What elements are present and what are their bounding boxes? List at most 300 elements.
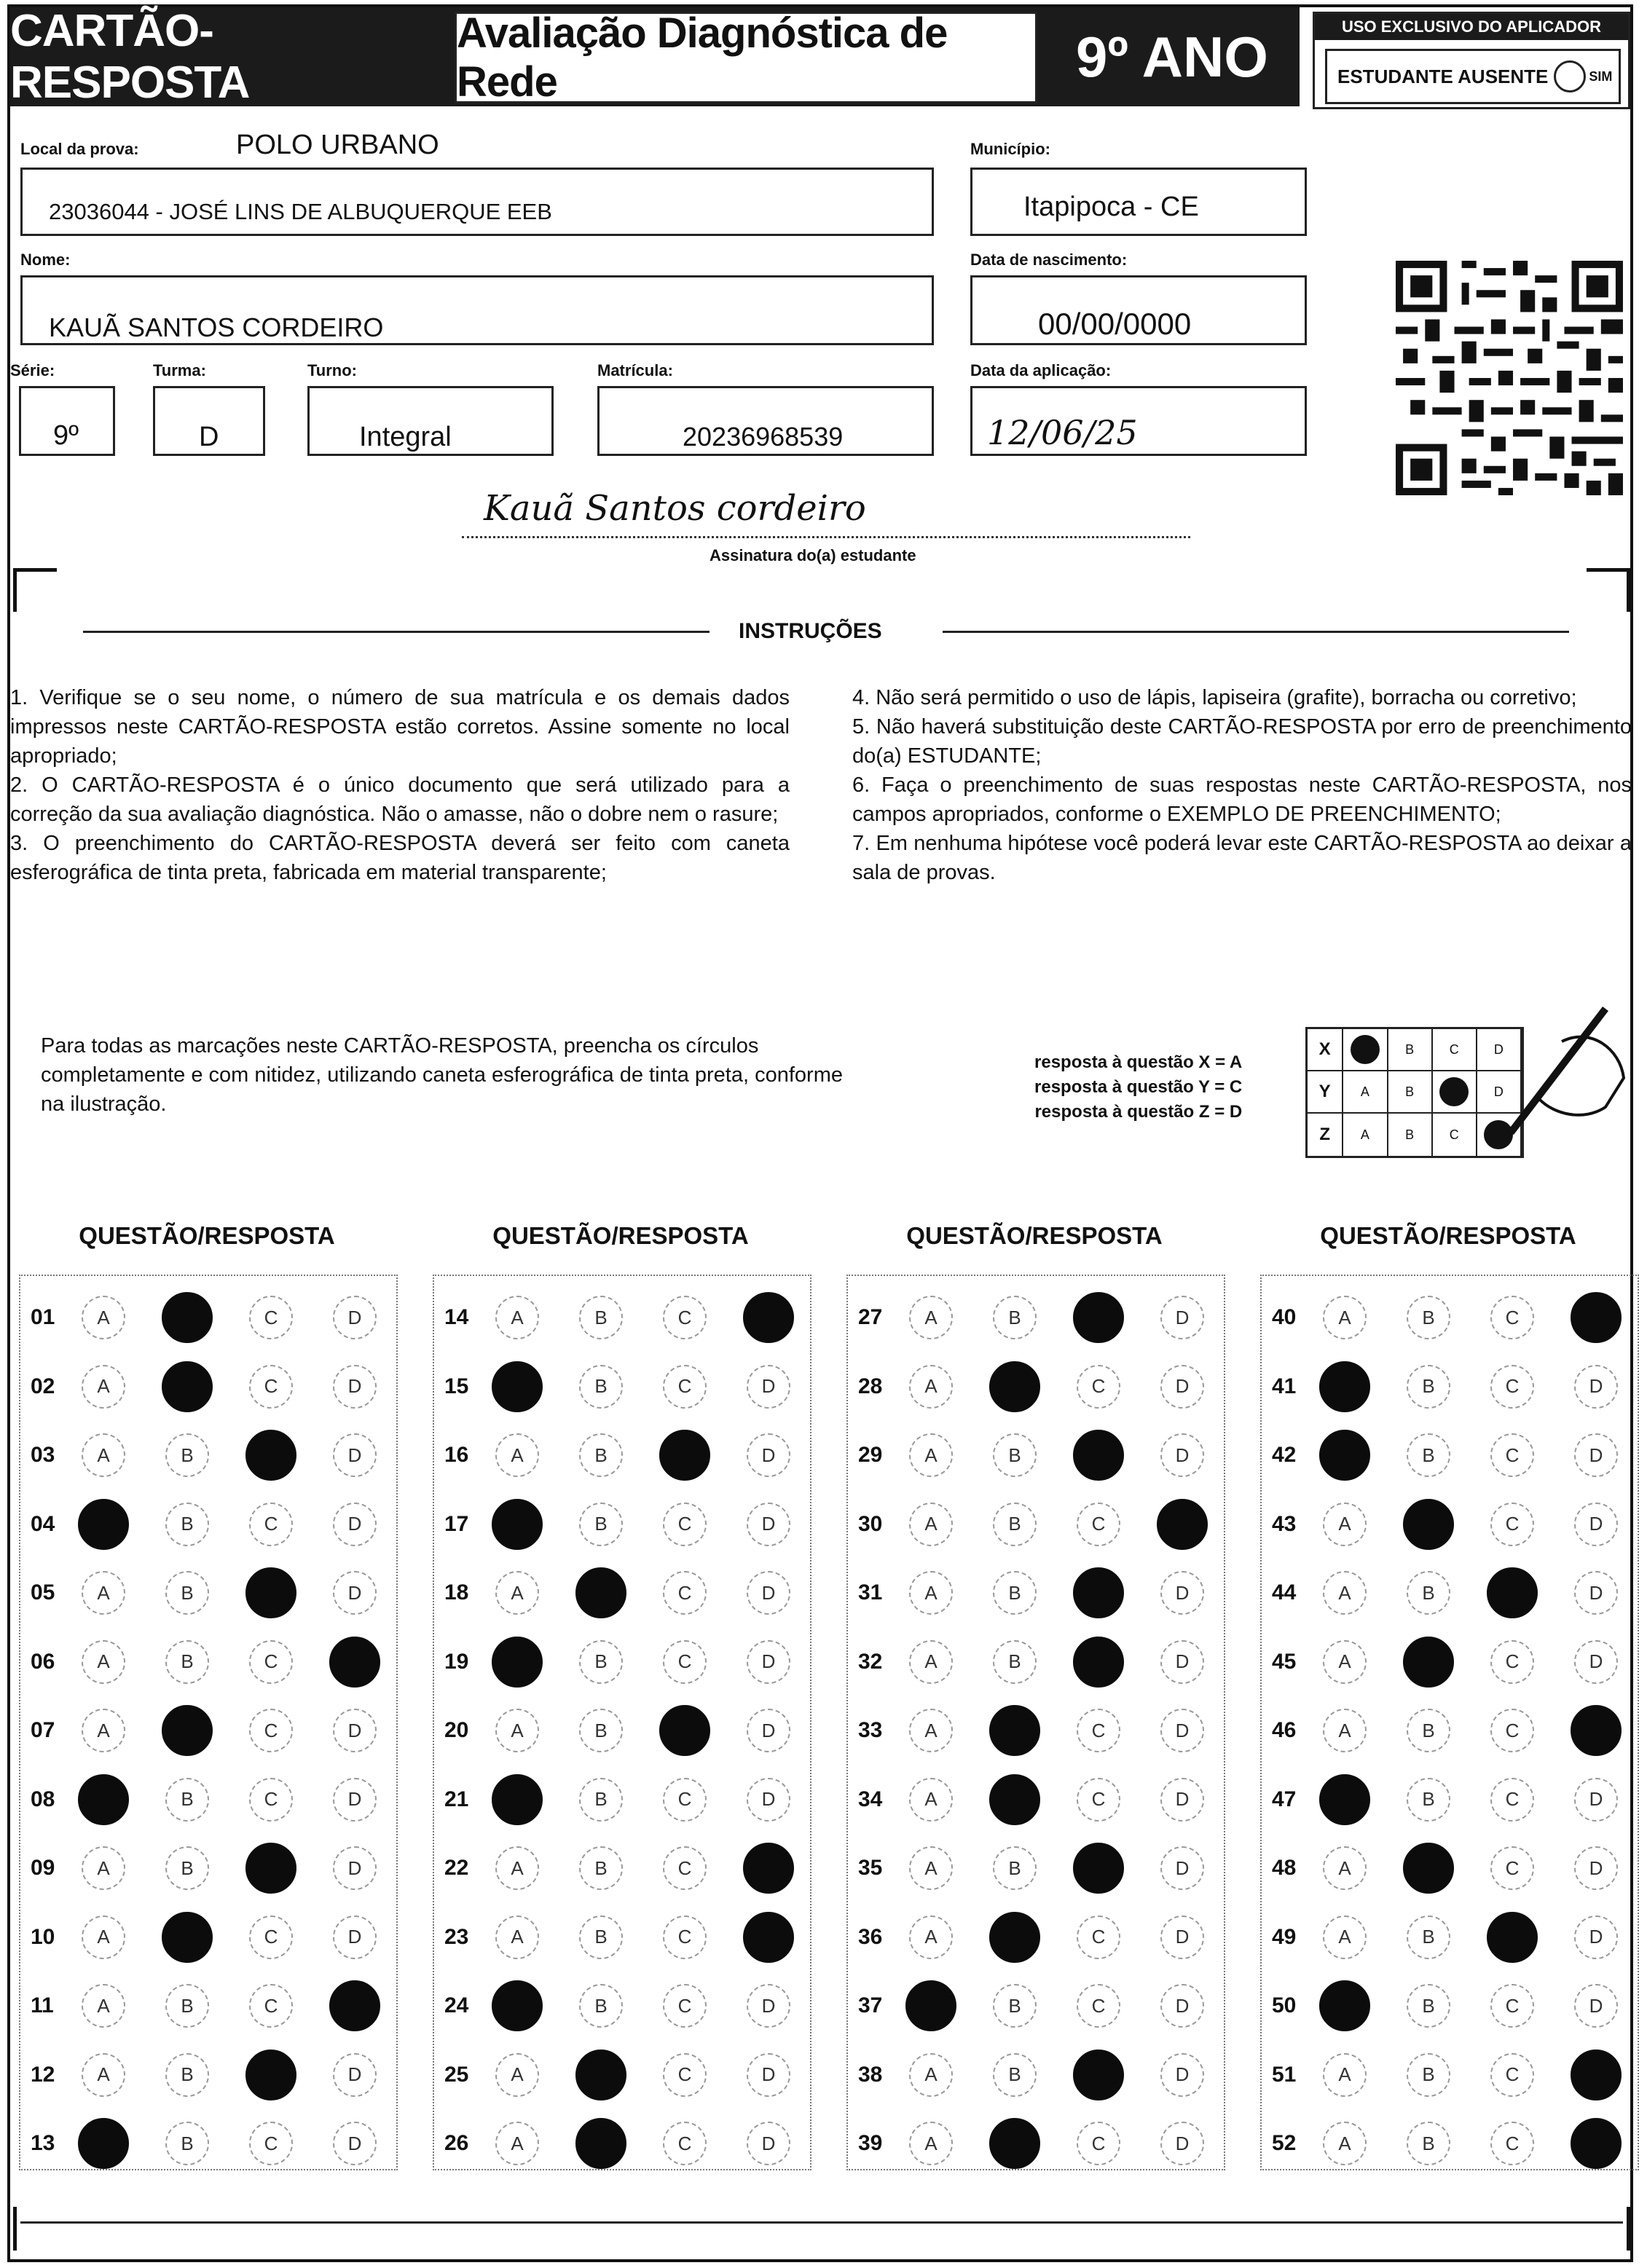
bubble-49-a[interactable]: A [1323,1915,1367,1959]
bubble-09-a[interactable]: A [82,1846,125,1890]
bubble-29-c[interactable] [1073,1430,1124,1481]
question-number: 07 [31,1718,55,1742]
question-row-07 [20,1698,417,1763]
bubble-34-c[interactable]: C [1077,1778,1120,1822]
bubble-45-c[interactable]: C [1490,1640,1534,1684]
bubble-04-b[interactable]: B [165,1503,209,1546]
bubble-32-a[interactable]: A [909,1640,953,1684]
bubble-44-a[interactable]: A [1323,1571,1367,1615]
bubble-10-b[interactable] [162,1912,213,1963]
bubble-21-c[interactable]: C [663,1778,707,1822]
bubble-23-b[interactable]: B [579,1915,623,1959]
bubble-51-a[interactable]: A [1323,2053,1367,2097]
bubble-14-c[interactable]: C [663,1296,707,1339]
fill-instructions: Para todas as marcações neste CARTÃO-RESPOSTA, preencha os círculos completamente e com nitidez, utilizando caneta esferográfica de tinta preta, conforme na ilustração. [41,1034,843,1116]
bubble-48-c[interactable]: C [1490,1846,1534,1890]
example-bubble: A [1343,1071,1388,1112]
bubble-12-b[interactable]: B [165,2053,209,2097]
bubble-05-d[interactable]: D [333,1571,377,1615]
bubble-39-b[interactable] [989,2118,1040,2169]
bubble-31-b[interactable]: B [993,1571,1037,1615]
question-number: 22 [444,1856,469,1880]
bubble-39-d[interactable]: D [1160,2122,1204,2165]
bubble-29-a[interactable]: A [909,1433,953,1477]
bubble-25-d[interactable]: D [747,2053,790,2097]
bubble-51-d[interactable] [1571,2050,1622,2100]
bubble-19-a[interactable] [492,1637,543,1688]
bubble-33-c[interactable]: C [1077,1709,1120,1752]
bubble-19-c[interactable]: C [663,1640,707,1684]
bubble-48-a[interactable]: A [1323,1846,1367,1890]
bubble-44-b[interactable]: B [1407,1571,1450,1615]
example-bubble: D [1477,1071,1522,1112]
bubble-08-d[interactable]: D [333,1778,377,1822]
bubble-46-d[interactable] [1571,1705,1622,1756]
bubble-42-b[interactable]: B [1407,1433,1450,1477]
turno-field [307,386,554,456]
bubble-37-d[interactable]: D [1160,1984,1204,2028]
bubble-02-c[interactable]: C [249,1365,293,1409]
absent-bubble[interactable] [1554,60,1586,92]
bubble-29-b[interactable]: B [993,1433,1037,1477]
question-number: 12 [31,2062,55,2087]
bubble-31-d[interactable]: D [1160,1571,1204,1615]
bubble-15-c[interactable]: C [663,1365,707,1409]
bubble-05-b[interactable]: B [165,1571,209,1615]
bubble-46-b[interactable]: B [1407,1709,1450,1752]
bubble-18-c[interactable]: C [663,1571,707,1615]
question-number: 04 [31,1511,55,1536]
question-row-19 [434,1629,830,1695]
corner-bottom-right [1587,2207,1630,2251]
bubble-19-d[interactable]: D [747,1640,790,1684]
local-value: POLO URBANO [236,130,439,160]
question-row-01 [20,1285,417,1350]
bubble-11-d[interactable] [329,1980,380,2031]
turma-value: D [199,422,219,452]
question-row-47 [1262,1767,1639,1832]
bubble-36-d[interactable]: D [1160,1915,1204,1959]
bubble-40-d[interactable] [1571,1292,1622,1343]
bubble-01-c[interactable]: C [249,1296,293,1339]
bubble-04-d[interactable]: D [333,1503,377,1546]
bubble-46-c[interactable]: C [1490,1709,1534,1752]
question-row-41 [1262,1354,1639,1420]
question-number: 48 [1272,1856,1297,1880]
question-number: 02 [31,1374,55,1398]
bubble-11-b[interactable]: B [165,1984,209,2028]
answer-column [1260,1275,1639,2170]
question-row-44 [1262,1560,1639,1626]
question-row-27 [848,1285,1244,1350]
bubble-37-a[interactable] [905,1980,956,2031]
question-number: 19 [444,1649,469,1674]
bubble-36-c[interactable]: C [1077,1915,1120,1959]
bubble-15-d[interactable]: D [747,1365,790,1409]
bubble-30-b[interactable]: B [993,1503,1037,1546]
instructions-right [852,683,1632,887]
bubble-47-b[interactable]: B [1407,1778,1450,1822]
question-number: 03 [31,1443,55,1467]
bubble-28-b[interactable] [989,1361,1040,1412]
bubble-25-c[interactable]: C [663,2053,707,2097]
bubble-07-b[interactable] [162,1705,213,1756]
bubble-40-b[interactable]: B [1407,1296,1450,1339]
instruction-item: 3. O preenchimento do CARTÃO-RESPOSTA deverá ser feito com caneta esferográfica de tinta preta, fabricada em material transparente; [10,832,790,884]
bubble-22-d[interactable] [743,1843,794,1894]
bubble-01-b[interactable] [162,1292,213,1343]
bubble-03-b[interactable]: B [165,1433,209,1477]
matricula-field [597,386,934,456]
bubble-15-b[interactable]: B [579,1365,623,1409]
bubble-49-d[interactable]: D [1574,1915,1618,1959]
bubble-30-d[interactable] [1157,1499,1208,1550]
bubble-33-d[interactable]: D [1160,1709,1204,1752]
bubble-16-c[interactable] [659,1430,710,1481]
bubble-31-a[interactable]: A [909,1571,953,1615]
bubble-16-a[interactable]: A [495,1433,539,1477]
bubble-36-b[interactable] [989,1912,1040,1963]
turno-value: Integral [359,422,452,452]
aplicacao-value: 12/06/25 [987,413,1138,452]
bubble-04-c[interactable]: C [249,1503,293,1546]
bubble-15-a[interactable] [492,1361,543,1412]
bubble-14-a[interactable]: A [495,1296,539,1339]
bubble-48-d[interactable]: D [1574,1846,1618,1890]
bubble-32-c[interactable] [1073,1637,1124,1688]
bubble-10-a[interactable]: A [82,1915,125,1959]
bubble-12-c[interactable] [245,2050,296,2100]
bubble-19-b[interactable]: B [579,1640,623,1684]
bubble-27-a[interactable]: A [909,1296,953,1339]
matricula-label: Matrícula: [597,361,673,379]
bubble-35-c[interactable] [1073,1843,1124,1894]
question-number: 18 [444,1580,469,1604]
question-number: 42 [1272,1443,1297,1467]
bubble-39-c[interactable]: C [1077,2122,1120,2165]
bubble-41-d[interactable]: D [1574,1365,1618,1409]
question-row-24 [434,1973,830,2039]
bubble-42-a[interactable] [1319,1430,1370,1481]
bubble-42-c[interactable]: C [1490,1433,1534,1477]
bubble-20-d[interactable]: D [747,1709,790,1752]
bubble-51-b[interactable]: B [1407,2053,1450,2097]
question-number: 38 [858,2062,883,2087]
bubble-39-a[interactable]: A [909,2122,953,2165]
bubble-24-b[interactable]: B [579,1984,623,2028]
bubble-22-c[interactable]: C [663,1846,707,1890]
question-number: 26 [444,2131,469,2155]
question-number: 24 [444,1993,469,2017]
bubble-26-b[interactable] [575,2118,626,2169]
bubble-52-c[interactable]: C [1490,2122,1534,2165]
bubble-07-a[interactable]: A [82,1709,125,1752]
bubble-46-a[interactable]: A [1323,1709,1367,1752]
bubble-52-d[interactable] [1571,2118,1622,2169]
bubble-34-a[interactable]: A [909,1778,953,1822]
absent-field[interactable] [1325,49,1621,104]
bubble-05-a[interactable]: A [82,1571,125,1615]
bubble-06-a[interactable]: A [82,1640,125,1684]
bubble-28-c[interactable]: C [1077,1365,1120,1409]
bubble-31-c[interactable] [1073,1567,1124,1618]
example-line: resposta à questão X = A [1034,1052,1243,1072]
bubble-21-d[interactable]: D [747,1778,790,1822]
bubble-47-a[interactable] [1319,1774,1370,1825]
question-row-17 [434,1492,830,1557]
bubble-14-b[interactable]: B [579,1296,623,1339]
question-row-11 [20,1973,417,2039]
instruction-item: 5. Não haverá substituição deste CARTÃO-RESPOSTA por erro de preenchimento do(a) ESTUDANTE; [852,715,1632,768]
bubble-38-d[interactable]: D [1160,2053,1204,2097]
bubble-50-c[interactable]: C [1490,1984,1534,2028]
bubble-09-c[interactable] [245,1843,296,1894]
bubble-28-d[interactable]: D [1160,1365,1204,1409]
question-number: 28 [858,1374,883,1398]
bubble-30-c[interactable]: C [1077,1503,1120,1546]
question-row-06 [20,1629,417,1695]
bubble-33-a[interactable]: A [909,1709,953,1752]
question-row-37 [848,1973,1244,2039]
question-number: 41 [1272,1374,1297,1398]
bubble-02-a[interactable]: A [82,1365,125,1409]
bubble-27-d[interactable]: D [1160,1296,1204,1339]
bubble-52-a[interactable]: A [1323,2122,1367,2165]
question-row-38 [848,2042,1244,2108]
aplicacao-label: Data da aplicação: [970,361,1112,379]
bubble-24-d[interactable]: D [747,1984,790,2028]
question-number: 39 [858,2131,883,2155]
bubble-24-a[interactable] [492,1980,543,2031]
bubble-36-a[interactable]: A [909,1915,953,1959]
question-row-04 [20,1492,417,1557]
bubble-11-c[interactable]: C [249,1984,293,2028]
bubble-47-c[interactable]: C [1490,1778,1534,1822]
bubble-13-a[interactable] [78,2118,129,2169]
question-row-35 [848,1835,1244,1901]
turma-label: Turma: [153,361,206,379]
bubble-35-b[interactable]: B [993,1846,1037,1890]
question-row-34 [848,1767,1244,1832]
bubble-50-a[interactable] [1319,1980,1370,2031]
bubble-26-c[interactable]: C [663,2122,707,2165]
bubble-09-d[interactable]: D [333,1846,377,1890]
question-number: 51 [1272,2062,1297,2087]
bubble-16-d[interactable]: D [747,1433,790,1477]
bubble-34-b[interactable] [989,1774,1040,1825]
bubble-18-d[interactable]: D [747,1571,790,1615]
bubble-35-d[interactable]: D [1160,1846,1204,1890]
bubble-10-c[interactable]: C [249,1915,293,1959]
bubble-38-c[interactable] [1073,2050,1124,2100]
question-number: 05 [31,1580,55,1604]
bubble-51-c[interactable]: C [1490,2053,1534,2097]
serie-value: 9º [53,420,79,451]
bubble-01-d[interactable]: D [333,1296,377,1339]
bubble-20-c[interactable] [659,1705,710,1756]
municipio-field [970,168,1307,236]
bubble-09-b[interactable]: B [165,1846,209,1890]
bubble-22-a[interactable]: A [495,1846,539,1890]
bubble-23-c[interactable]: C [663,1915,707,1959]
bubble-35-a[interactable]: A [909,1846,953,1890]
bubble-08-b[interactable]: B [165,1778,209,1822]
bubble-07-d[interactable]: D [333,1709,377,1752]
bubble-37-c[interactable]: C [1077,1984,1120,2028]
bubble-33-b[interactable] [989,1705,1040,1756]
bubble-40-c[interactable]: C [1490,1296,1534,1339]
corner-top-left [13,568,57,612]
bubble-22-b[interactable]: B [579,1846,623,1890]
question-number: 29 [858,1443,883,1467]
bubble-20-a[interactable]: A [495,1709,539,1752]
aplicacao-field[interactable] [970,386,1307,456]
qr-code-icon [1396,261,1623,495]
question-row-32 [848,1629,1244,1695]
bubble-49-b[interactable]: B [1407,1915,1450,1959]
bubble-08-c[interactable]: C [249,1778,293,1822]
example-bubble: A [1343,1114,1388,1156]
question-row-05 [20,1560,417,1626]
bubble-03-a[interactable]: A [82,1433,125,1477]
example-bubble: B [1388,1029,1433,1070]
bubble-21-a[interactable] [492,1774,543,1825]
bubble-08-a[interactable] [78,1774,129,1825]
bubble-07-c[interactable]: C [249,1709,293,1752]
bubble-41-a[interactable] [1319,1361,1370,1412]
bubble-04-a[interactable] [78,1499,129,1550]
bubble-50-d[interactable]: D [1574,1984,1618,2028]
local-label: Local da prova: [20,140,139,158]
example-legend [1034,1050,1242,1125]
bubble-26-a[interactable]: A [495,2122,539,2165]
bubble-38-a[interactable]: A [909,2053,953,2097]
bubble-48-b[interactable] [1403,1843,1454,1894]
bubble-23-a[interactable]: A [495,1915,539,1959]
bubble-34-d[interactable]: D [1160,1778,1204,1822]
turma-field [153,386,265,456]
bubble-03-d[interactable]: D [333,1433,377,1477]
bubble-06-c[interactable]: C [249,1640,293,1684]
bubble-17-d[interactable]: D [747,1503,790,1546]
bubble-11-a[interactable]: A [82,1984,125,2028]
question-row-25 [434,2042,830,2108]
question-row-09 [20,1835,417,1901]
bubble-45-d[interactable]: D [1574,1640,1618,1684]
bubble-30-a[interactable]: A [909,1503,953,1546]
question-row-14 [434,1285,830,1350]
bubble-21-b[interactable]: B [579,1778,623,1822]
bubble-32-d[interactable]: D [1160,1640,1204,1684]
bubble-27-c[interactable] [1073,1292,1124,1343]
bubble-13-b[interactable]: B [165,2122,209,2165]
nome-value: KAUÃ SANTOS CORDEIRO [49,312,384,342]
bubble-13-d[interactable]: D [333,2122,377,2165]
bubble-06-d[interactable] [329,1637,380,1688]
bubble-14-d[interactable] [743,1292,794,1343]
example-bubble: C [1433,1114,1477,1156]
bubble-45-b[interactable] [1403,1637,1454,1688]
example-bubble: B [1388,1071,1433,1112]
bubble-37-b[interactable]: B [993,1984,1037,2028]
bubble-13-c[interactable]: C [249,2122,293,2165]
bubble-41-c[interactable]: C [1490,1365,1534,1409]
bubble-41-b[interactable]: B [1407,1365,1450,1409]
bubble-25-b[interactable] [575,2050,626,2100]
nome-field [20,275,934,345]
bubble-27-b[interactable]: B [993,1296,1037,1339]
bubble-42-d[interactable]: D [1574,1433,1618,1477]
bubble-50-b[interactable]: B [1407,1984,1450,2028]
bubble-18-b[interactable] [575,1567,626,1618]
bubble-18-a[interactable]: A [495,1571,539,1615]
question-row-23 [434,1905,830,1970]
bubble-12-a[interactable]: A [82,2053,125,2097]
question-number: 27 [858,1305,883,1329]
question-number: 34 [858,1787,883,1811]
question-row-20 [434,1698,830,1763]
column-title: QUESTÃO/RESPOSTA [906,1222,1163,1249]
bubble-40-a[interactable]: A [1323,1296,1367,1339]
bubble-24-c[interactable]: C [663,1984,707,2028]
bubble-02-d[interactable]: D [333,1365,377,1409]
bubble-44-c[interactable] [1487,1567,1538,1618]
bubble-43-c[interactable]: C [1490,1503,1534,1546]
bubble-17-c[interactable]: C [663,1503,707,1546]
bubble-47-d[interactable]: D [1574,1778,1618,1822]
bubble-25-a[interactable]: A [495,2053,539,2097]
bubble-17-b[interactable]: B [579,1503,623,1546]
example-bubble: D [1477,1029,1522,1070]
bubble-29-d[interactable]: D [1160,1433,1204,1477]
question-row-13 [20,2111,417,2176]
bubble-20-b[interactable]: B [579,1709,623,1752]
pen-icon [1482,998,1627,1143]
nascimento-label: Data de nascimento: [970,251,1128,269]
bubble-43-d[interactable]: D [1574,1503,1618,1546]
question-number: 36 [858,1924,883,1949]
bubble-01-a[interactable]: A [82,1296,125,1339]
bubble-43-a[interactable]: A [1323,1503,1367,1546]
question-number: 20 [444,1718,469,1742]
question-number: 25 [444,2062,469,2087]
corner-top-right [1587,568,1630,612]
bubble-28-a[interactable]: A [909,1365,953,1409]
bubble-52-b[interactable]: B [1407,2122,1450,2165]
bubble-45-a[interactable]: A [1323,1640,1367,1684]
bubble-38-b[interactable]: B [993,2053,1037,2097]
bubble-06-b[interactable]: B [165,1640,209,1684]
serie-label: Série: [10,361,55,379]
bubble-02-b[interactable] [162,1361,213,1412]
bubble-05-c[interactable] [245,1567,296,1618]
question-number: 50 [1272,1993,1297,2017]
question-row-46 [1262,1698,1639,1763]
bubble-23-d[interactable] [743,1912,794,1963]
bubble-44-d[interactable]: D [1574,1571,1618,1615]
bubble-16-b[interactable]: B [579,1433,623,1477]
answer-column [846,1275,1225,2170]
bubble-12-d[interactable]: D [333,2053,377,2097]
bubble-43-b[interactable] [1403,1499,1454,1550]
bubble-17-a[interactable] [492,1499,543,1550]
bubble-26-d[interactable]: D [747,2122,790,2165]
bubble-03-c[interactable] [245,1430,296,1481]
bubble-10-d[interactable]: D [333,1915,377,1959]
bubble-49-c[interactable] [1487,1912,1538,1963]
question-row-39 [848,2111,1244,2176]
bubble-32-b[interactable]: B [993,1640,1037,1684]
